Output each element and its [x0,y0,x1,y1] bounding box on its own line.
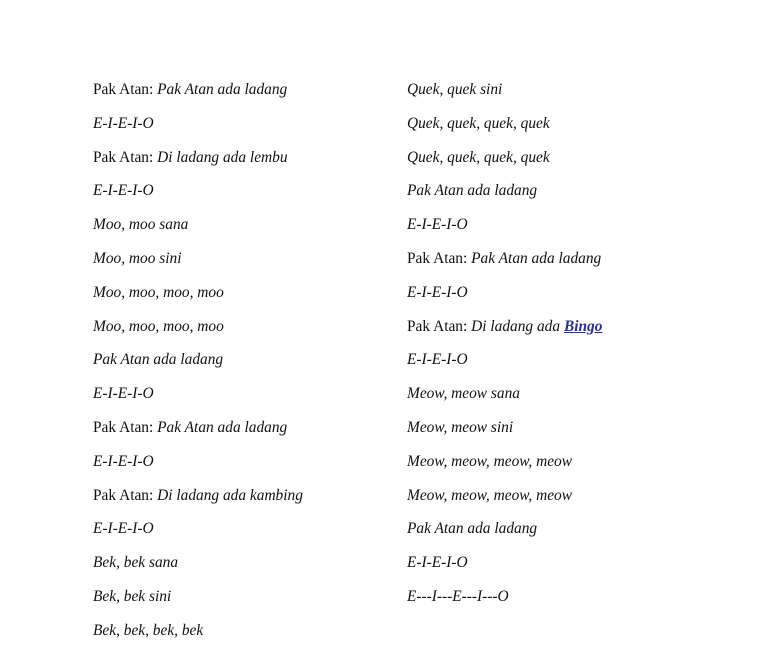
lyric-text: E-I-E-I-O [407,351,468,369]
lyric-text: E-I-E-I-O [93,114,154,132]
lyric-line [93,215,393,249]
lyric-line [407,452,747,486]
lyric-line [407,80,747,114]
lyric-line [407,519,747,553]
lyric-text: Bek, bek sini [93,587,172,605]
lyric-text: E-I-E-I-O [407,554,468,572]
lyric-text: E-I-E-I-O [407,283,468,301]
lyric-text: E---I---E---I---O [407,587,509,605]
lyric-line [93,350,393,384]
lyric-text: Moo, moo sini [93,249,182,267]
lyric-line [93,452,393,486]
speaker-label: Pak Atan: [93,486,154,504]
lyric-text: Meow, meow sana [407,385,520,403]
lyric-line [407,486,747,520]
lyric-line [407,215,747,249]
lyric-line [93,283,393,317]
lyric-line [407,384,747,418]
lyric-text: Quek, quek, quek, quek [407,114,550,132]
lyric-line [93,181,393,215]
speaker-label: Pak Atan: [93,81,154,98]
lyric-text: E-I-E-I-O [93,452,154,470]
lyric-text: Pak Atan ada ladang [407,520,538,538]
lyric-line [407,350,747,384]
lyric-text: Meow, meow, meow, meow [407,452,572,470]
lyric-text: E-I-E-I-O [93,385,154,403]
lyrics-column-left [93,80,393,655]
bingo-link[interactable]: Bingo [563,317,603,335]
lyric-line [407,317,747,351]
lyric-line [93,587,393,621]
lyric-line [93,384,393,418]
lyric-text: E-I-E-I-O [93,182,154,200]
lyric-line [93,621,393,655]
speaker-label: Pak Atan: [407,317,468,335]
lyric-text: E-I-E-I-O [93,520,154,538]
lyric-line [407,587,747,621]
speaker-label: Pak Atan: [407,249,468,267]
lyric-line [407,553,747,587]
lyric-text: Di ladang ada [471,317,561,335]
lyric-text: Pak Atan ada ladang [157,81,288,98]
lyric-line [407,249,747,283]
lyric-text: Moo, moo, moo, moo [93,317,224,335]
lyric-text: Pak Atan ada ladang [407,182,538,200]
lyric-text: Meow, meow sini [407,418,514,436]
lyric-line [407,114,747,148]
lyric-line [407,148,747,182]
lyric-line [93,114,393,148]
lyric-text: Moo, moo sana [93,216,189,234]
lyric-line [93,418,393,452]
lyric-text: Quek, quek sini [407,81,503,98]
lyric-line [407,283,747,317]
lyric-line [407,181,747,215]
lyric-text: Quek, quek, quek, quek [407,148,550,166]
lyric-text: Pak Atan ada ladang [471,249,602,267]
lyrics-column-right [407,80,747,621]
lyric-line [93,519,393,553]
lyric-text: Bek, bek, bek, bek [93,621,204,639]
lyric-text: Bek, bek sana [93,554,179,572]
lyric-text: E-I-E-I-O [407,216,468,234]
lyric-line [93,80,393,114]
lyric-line [93,553,393,587]
lyric-line [93,148,393,182]
lyric-text: Pak Atan ada ladang [157,418,288,436]
lyric-text: Di ladang ada kambing [157,486,303,504]
lyric-line [93,486,393,520]
speaker-label: Pak Atan: [93,418,154,436]
lyric-text: Meow, meow, meow, meow [407,486,572,504]
lyric-line [407,418,747,452]
lyric-text: Pak Atan ada ladang [93,351,224,369]
lyric-line [93,249,393,283]
lyric-text: Di ladang ada lembu [157,148,288,166]
speaker-label: Pak Atan: [93,148,154,166]
lyric-line [93,317,393,351]
lyric-text: Moo, moo, moo, moo [93,283,224,301]
